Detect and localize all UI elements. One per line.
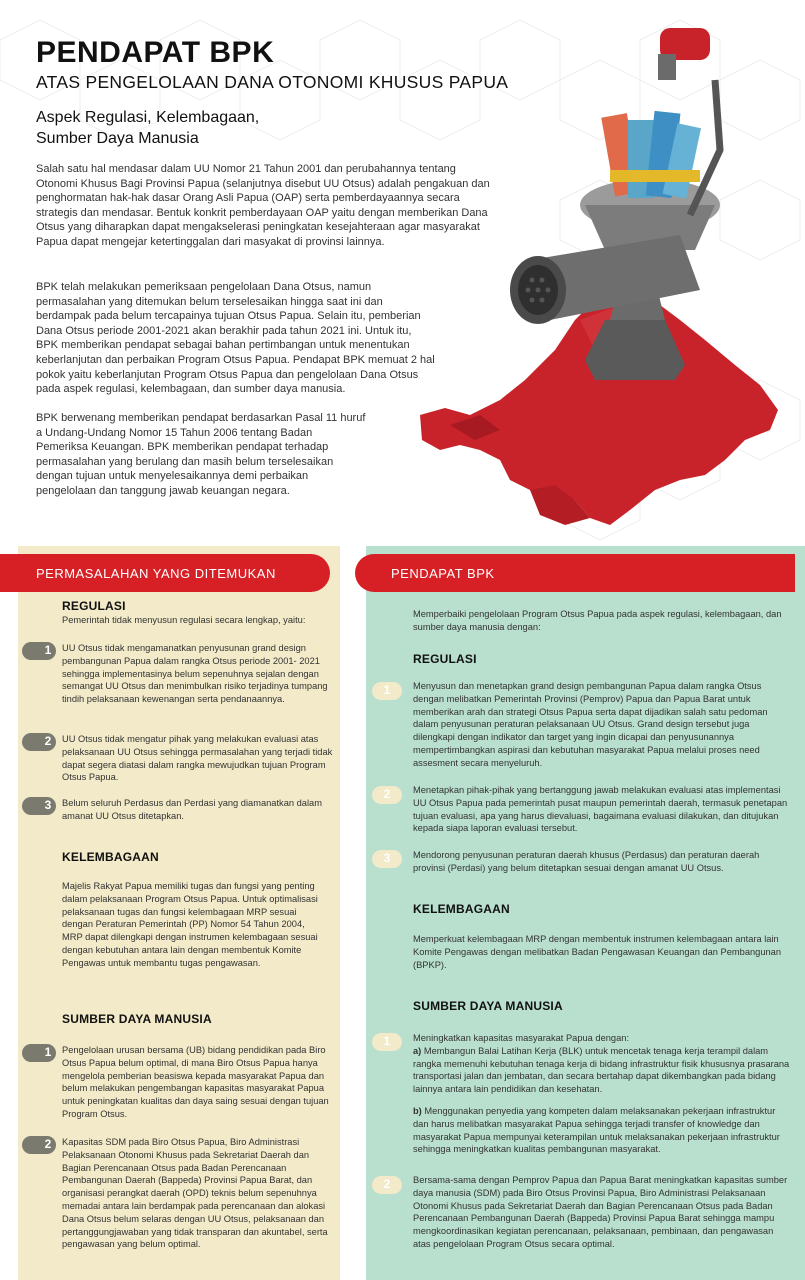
left-sdm-item-2: Kapasitas SDM pada Biro Otsus Papua, Biro Administrasi Pelaksanaan Otonomi Khusus pada Sekretariat Daerah dan Bagian Perencanaan Otsus pada Badan Perencanaan Pembangunan Daerah (Bappeda) Provinsi Papua Barat, dan organisasi perangkat daerah (OPD) teknis belum sepenuhnya memadai antara lain berdampak pada perencanaan dan alokasi Dana Otsus belum selaras dengan UU Otsus, pelaksanaan dan pertanggungjawaban yang tidak transparan dan akuntabel, serta pengawasan yang belum optimal. (62, 1137, 328, 1250)
left-sdm-number-1: 1 (22, 1044, 56, 1064)
right-regulasi-number-3: 3 (372, 850, 406, 870)
opinion-banner: PENDAPAT BPK (355, 554, 795, 592)
right-kelembagaan-title: KELEMBAGAAN (413, 902, 510, 916)
aspect-heading (36, 107, 336, 149)
left-regulasi-number-1: 1 (22, 642, 56, 662)
left-regulasi-number-3: 3 (22, 797, 56, 817)
page-title: PENDAPAT BPK (36, 36, 275, 69)
left-regulasi-item-1: UU Otsus tidak mengamanatkan penyusunan grand design pembangunan Papua dalam rangka Otsus periode 2001- 2021 sehingga implementasinya belum sepenuhnya sejalan dengan semangat UU Otsus dan menimbulkan risiko terjadinya tumpang tindih pelaksanaan kewenangan serta pendanaannya. (62, 643, 328, 705)
left-sdm-number-2: 2 (22, 1136, 56, 1156)
problems-banner: PERMASALAHAN YANG DITEMUKAN (0, 554, 330, 592)
left-regulasi-number-2: 2 (22, 733, 56, 753)
left-regulasi-intro: Pemerintah tidak menyusun regulasi secara lengkap, yaitu: (62, 615, 306, 625)
intro-paragraph-2: BPK telah melakukan pemeriksaan pengelolaan Dana Otsus, namun permasalahan yang ditemukan belum terselesaikan hingga saat ini dan berdampak pada belum tercapainya tujuan Otsus Papua. Selain itu, pemberian Dana Otsus periode 2001-2021 akan berakhir pada tahun 2021 ini. Untuk itu, BPK memberikan pendapat sebagai bahan pertimbangan untuk menentukan keberlanjutan dan perbaikan Program Otsus Papua. Pendapat BPK memuat 2 hal pokok yaitu keberlanjutan Program Otsus Papua dan pengelolaan Dana Otsus pada aspek regulasi, kelembagaan, dan sumber daya manusia. (36, 281, 435, 396)
right-sdm-item-1 (413, 1032, 791, 1156)
left-regulasi-item-3: Belum seluruh Perdasus dan Perdasi yang diamanatkan dalam amanat UU Otsus ditetapkan. (62, 798, 322, 821)
right-sdm-item-1-b: b) Menggunakan penyedia yang kompeten dalam melaksanakan pekerjaan infrastruktur dan harus melibatkan masyarakat Papua sehingga terjadi transfer of knowledge dan masyarakat Papua mempunyai keterampilan untuk melaksanakan pekerjaan infrastruktur sehingga meningkatkan kualitas pembangunan masyarakat. (413, 1105, 780, 1155)
right-intro: Memperbaiki pengelolaan Program Otsus Papua pada aspek regulasi, kelembagaan, dan sumber daya manusia dengan: (413, 609, 782, 632)
left-kelembagaan-text: Majelis Rakyat Papua memiliki tugas dan fungsi yang penting dalam pelaksanaan Program Otsus Papua. Untuk optimalisasi pelaksanaan tugas dan fungsi kelembagaan MRP sesuai dengan Peraturan Pemerintah (PP) Nomor 54 Tahun 2004, MRP dapat dilengkapi dengan instrumen kelembagaan sesuai dengan kebutuhan antara lain dengan membentuk Komite Pengawas untuk membantu tugas pengawasan. (62, 881, 318, 968)
right-sdm-number-2: 2 (372, 1176, 406, 1196)
right-sdm-item-2: Bersama-sama dengan Pemprov Papua dan Papua Barat meningkatkan kapasitas sumber daya manusia (SDM) pada Biro Otsus Provinsi Papua, Biro Administrasi Pelaksanaan Otonomi Khusus pada Sekretariat Daerah dan Bagian Perencanaan Otsus pada Badan Perencanaan Pembangunan Daerah (Bappeda) Provinsi Papua Barat sehingga mampu mengkoordinasikan kegiatan perencanaan, pelaksanaan, pembinaan, dan pengawasan atas pengelolaan Program Otsus secara optimal. (413, 1175, 788, 1249)
left-sdm-title: SUMBER DAYA MANUSIA (62, 1012, 212, 1026)
right-regulasi-title: REGULASI (413, 652, 477, 666)
aspect-heading-line2: Sumber Daya Manusia (36, 130, 199, 147)
right-kelembagaan-text: Memperkuat kelembagaan MRP dengan membentuk instrumen kelembagaan antara lain Komite Pengawas dengan melibatkan Badan Pengawasan Keuangan dan Pembangunan (BPKP). (413, 934, 782, 970)
right-sdm-number-1: 1 (372, 1033, 406, 1053)
left-kelembagaan-title: KELEMBAGAAN (62, 850, 159, 864)
meat-grinder-papua-map-illustration (360, 20, 805, 540)
right-sdm-item-1-a: a) Membangun Balai Latihan Kerja (BLK) untuk mencetak tenaga kerja terampil dalam rangka memenuhi kebutuhan tenaga kerja di bidang infrastruktur fisik khususnya prasarana transportasi jalan dan jembatan, dan secara bertahap dapat dikembangkan pada bidang lainnya antara lain pendidikan dan kesehatan. (413, 1045, 790, 1095)
right-sdm-title: SUMBER DAYA MANUSIA (413, 999, 563, 1013)
left-regulasi-item-2: UU Otsus tidak mengatur pihak yang melakukan evaluasi atas pelaksanaan UU Otsus sehingga permasalahan yang terjadi tidak dapat segera diatasi dalam rangka mewujudkan tujuan Program Otsus Papua. (62, 734, 333, 783)
right-regulasi-item-1: Menyusun dan menetapkan grand design pembangunan Papua dalam rangka Otsus dengan melibatkan Pemerintah Provinsi (Pemprov) Papua dan Papua Barat untuk memberikan arah dan strategi Otsus Papua serta dapat dijadikan salah satu pedoman dalam penyusunan peraturan pelaksanaan UU Otsus. Grand design tersebut juga dilengkapi dengan indikator dan target yang ingin dicapai dan penyusunannya mempertimbangkan aspirasi dan kebutuhan masyarakat Papua melalui proses need assesment secara menyeluruh. (413, 681, 768, 768)
right-regulasi-item-3: Mendorong penyusunan peraturan daerah khusus (Perdasus) dan peraturan daerah provinsi (Perdasi) yang belum ditetapkan sesuai dengan amanat UU Otsus. (413, 850, 760, 873)
right-regulasi-number-2: 2 (372, 786, 406, 806)
right-regulasi-item-2: Menetapkan pihak-pihak yang bertanggung jawab melakukan evaluasi atas implementasi UU Otsus Papua pada pemerintah pusat maupun pemerintah daerah, termasuk penetapan tujuan evaluasi, apa yang harus dievaluasi, bagaimana evaluasi dilakukan, dan ditujukan kepada siapa laporan evaluasi tersebut. (413, 785, 788, 834)
page-subtitle: ATAS PENGELOLAAN DANA OTONOMI KHUSUS PAPUA (36, 72, 509, 92)
intro-paragraph-1: Salah satu hal mendasar dalam UU Nomor 21 Tahun 2001 dan perubahannya tentang Otonomi Khusus Bagi Provinsi Papua (selanjutnya disebut UU Otsus) adalah pengakuan dan penghormatan hak-hak dasar Orang Asli Papua (OAP) serta pemberdayaannya secara strategis dan mendasar. Bentuk konkrit pemberdayaan OAP yaitu dengan memberikan Dana Otsus yang diharapkan dapat mengakselerasi peningkatan kesejahteraan agar masyarakat Papua dapat mengejar ketertinggalan dari masyakat di provinsi lainnya. (36, 163, 490, 248)
left-regulasi-title: REGULASI (62, 599, 126, 613)
right-regulasi-number-1: 1 (372, 682, 406, 702)
intro-paragraph-3: BPK berwenang memberikan pendapat berdasarkan Pasal 11 huruf a Undang-Undang Nomor 15 Tahun 2006 tentang Badan Pemeriksa Keuangan. BPK memberikan pendapat terhadap permasalahan yang berulang dan masih belum terselesaikan dengan tujuan untuk menyelesaikannya demi perbaikan pengelolaan dan tanggung jawab keuangan negara. (36, 412, 366, 497)
aspect-heading-line1: Aspek Regulasi, Kelembagaan, (36, 109, 260, 126)
right-sdm-item-1-intro: Meningkatkan kapasitas masyarakat Papua dengan: (413, 1033, 630, 1043)
left-sdm-item-1: Pengelolaan urusan bersama (UB) bidang pendidikan pada Biro Otsus Papua belum optimal, di mana Biro Otsus Papua hanya mengelola pemberian beasiswa kepada masyarakat Papua dan belum melakukan pengembangan kapasitas masyarakat Papua untuk peningkatan kualitas dan daya saing sesuai dengan tujuan Program Otsus. (62, 1045, 329, 1119)
